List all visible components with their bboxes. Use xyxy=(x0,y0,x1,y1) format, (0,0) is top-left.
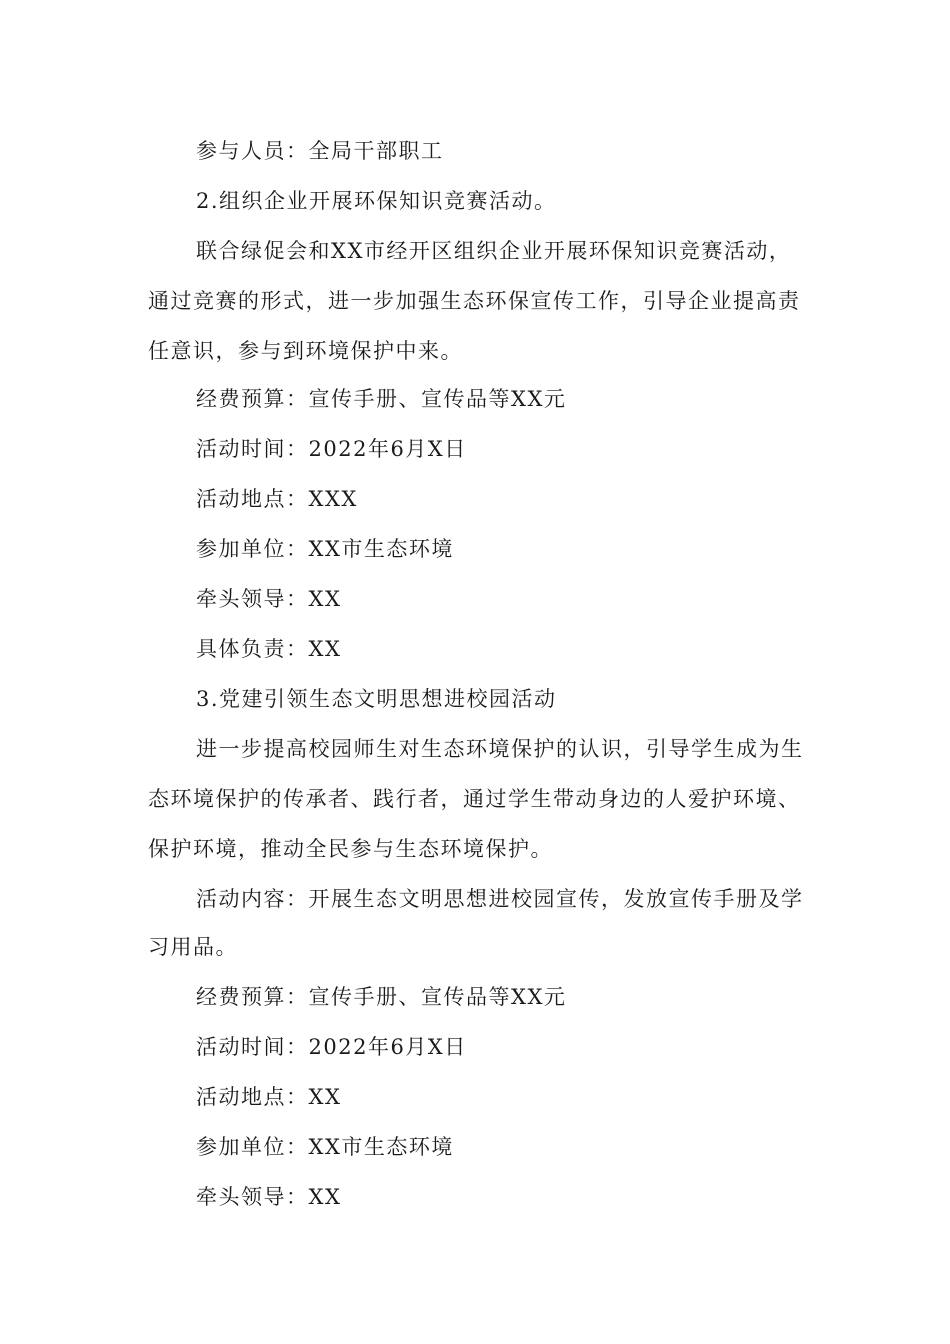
responsible-line: 具体负责：XX xyxy=(196,637,342,661)
budget-line: 经费预算：宣传手册、宣传品等XX元 xyxy=(196,985,567,1009)
paragraph-line: 任意识，参与到环境保护中来。 xyxy=(148,339,463,363)
paragraph-line: 通过竞赛的形式，进一步加强生态环保宣传工作，引导企业提高责 xyxy=(148,289,801,313)
time-line: 活动时间：2022年6月X日 xyxy=(196,437,467,461)
budget-line: 经费预算：宣传手册、宣传品等XX元 xyxy=(196,387,567,411)
location-line: 活动地点：XX xyxy=(196,1085,342,1109)
section-heading-2: 2.组织企业开展环保知识竞赛活动。 xyxy=(196,189,557,213)
unit-line: 参加单位：XX市生态环境 xyxy=(196,1135,454,1159)
location-line: 活动地点：XXX xyxy=(196,487,358,511)
leader-line: 牵头领导：XX xyxy=(196,587,342,611)
unit-line: 参加单位：XX市生态环境 xyxy=(196,537,454,561)
leader-line: 牵头领导：XX xyxy=(196,1185,342,1209)
section-heading-3: 3.党建引领生态文明思想进校园活动 xyxy=(196,687,557,711)
paragraph-line: 进一步提高校园师生对生态环境保护的认识，引导学生成为生 xyxy=(196,737,804,761)
content-line: 活动内容：开展生态文明思想进校园宣传，发放宣传手册及学 xyxy=(196,887,804,911)
paragraph-line: 态环境保护的传承者、践行者，通过学生带动身边的人爱护环境、 xyxy=(148,787,801,811)
paragraph-line: 联合绿促会和XX市经开区组织企业开展环保知识竞赛活动， xyxy=(196,239,792,263)
content-line: 习用品。 xyxy=(148,935,238,959)
participants-line: 参与人员：全局干部职工 xyxy=(196,139,444,163)
paragraph-line: 保护环境，推动全民参与生态环境保护。 xyxy=(148,837,553,861)
time-line: 活动时间：2022年6月X日 xyxy=(196,1035,467,1059)
